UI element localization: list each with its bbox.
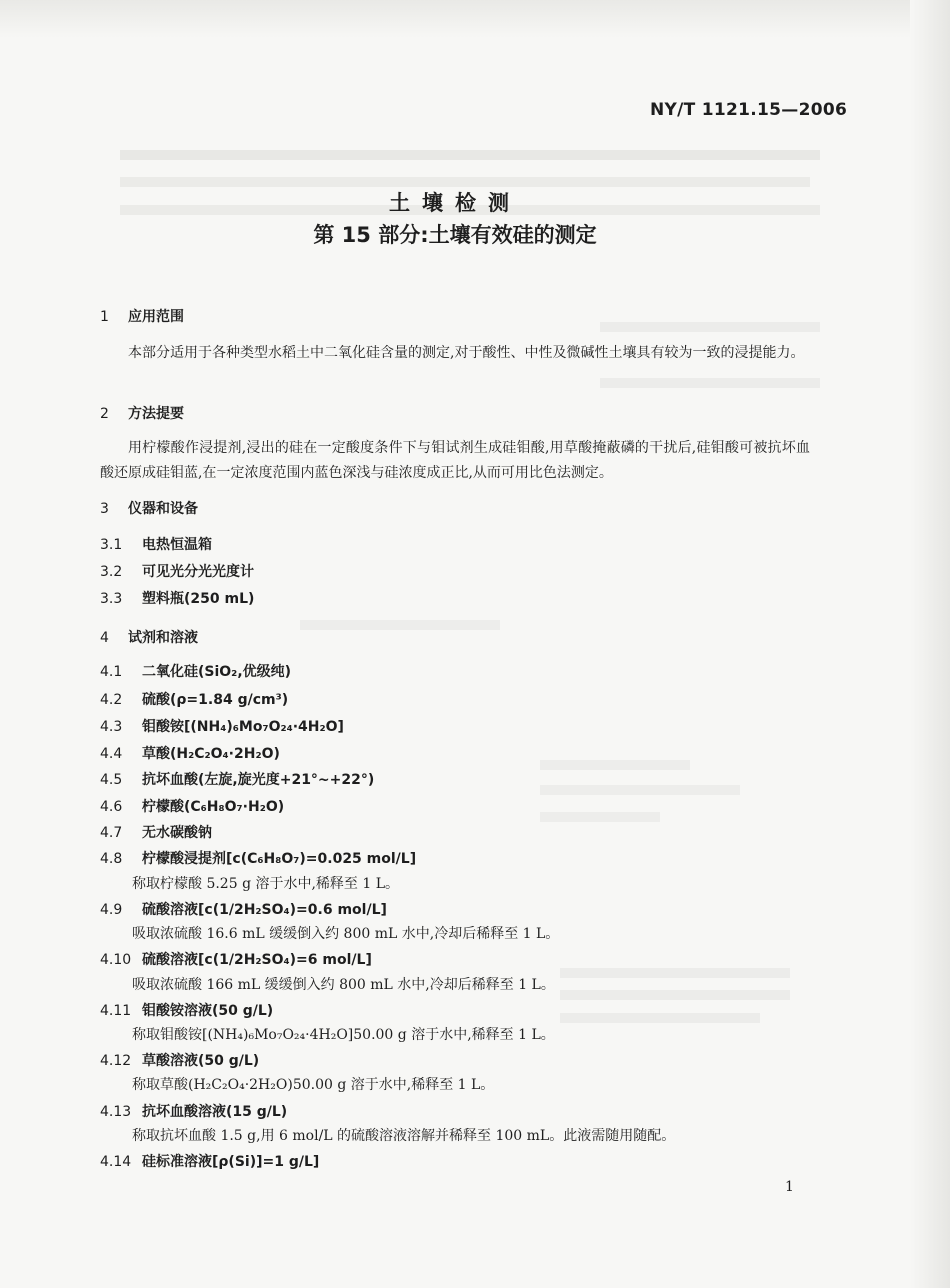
item-description: 称取柠檬酸 5.25 g 溶于水中,稀释至 1 L。	[132, 876, 400, 892]
list-item: 4.10 硫酸溶液[c(1/2H₂SO₄)=6 mol/L]	[100, 952, 372, 968]
list-item: 3.3 塑料瓶(250 mL)	[100, 591, 255, 607]
list-item: 4.9 硫酸溶液[c(1/2H₂SO₄)=0.6 mol/L]	[100, 902, 387, 918]
list-item: 4.5 抗坏血酸(左旋,旋光度+21°~+22°)	[100, 772, 375, 788]
section-paragraph: 本部分适用于各种类型水稻土中二氧化硅含量的测定,对于酸性、中性及微碱性土壤具有较为一致的浸提能力。	[128, 345, 805, 361]
list-item: 4.14 硅标准溶液[ρ(Si)]=1 g/L]	[100, 1154, 320, 1170]
item-description: 称取抗坏血酸 1.5 g,用 6 mol/L 的硫酸溶液溶解并稀释至 100 mL。此液需随用随配。	[132, 1128, 676, 1144]
list-item: 4.4 草酸(H₂C₂O₄·2H₂O)	[100, 746, 280, 762]
document-subtitle: 第 15 部分:土壤有效硅的测定	[313, 223, 597, 247]
list-item: 4.6 柠檬酸(C₆H₈O₇·H₂O)	[100, 799, 285, 815]
standard-number: NY/T 1121.15—2006	[650, 100, 848, 120]
list-item: 4.11 钼酸铵溶液(50 g/L)	[100, 1003, 274, 1019]
section-heading: 2 方法提要	[100, 406, 184, 422]
list-item: 4.12 草酸溶液(50 g/L)	[100, 1053, 260, 1069]
page-number: 1	[785, 1179, 794, 1195]
list-item: 4.8 柠檬酸浸提剂[c(C₆H₈O₇)=0.025 mol/L]	[100, 851, 417, 867]
section-paragraph: 用柠檬酸作浸提剂,浸出的硅在一定酸度条件下与钼试剂生成硅钼酸,用草酸掩蔽磷的干扰后,硅钼酸可被抗坏血酸还原成硅钼蓝,在一定浓度范围内蓝色深浅与硅浓度成正比,从而可用比色法测定。	[100, 440, 810, 481]
section-heading: 1 应用范围	[100, 309, 184, 325]
scan-shadow-right	[910, 0, 950, 1288]
item-description: 吸取浓硫酸 16.6 mL 缓缓倒入约 800 mL 水中,冷却后稀释至 1 L。	[132, 926, 560, 942]
list-item: 4.2 硫酸(ρ=1.84 g/cm³)	[100, 692, 289, 708]
item-description: 称取草酸(H₂C₂O₄·2H₂O)50.00 g 溶于水中,稀释至 1 L。	[132, 1077, 495, 1093]
list-item: 4.13 抗坏血酸溶液(15 g/L)	[100, 1104, 288, 1120]
list-item: 4.3 钼酸铵[(NH₄)₆Mo₇O₂₄·4H₂O]	[100, 719, 344, 735]
list-item: 3.2 可见光分光光度计	[100, 564, 254, 580]
document-title: 土壤检测	[389, 191, 521, 215]
list-item: 3.1 电热恒温箱	[100, 537, 212, 553]
scan-shadow-top	[0, 0, 950, 38]
section-heading: 4 试剂和溶液	[100, 630, 198, 646]
item-description: 吸取浓硫酸 166 mL 缓缓倒入约 800 mL 水中,冷却后稀释至 1 L。	[132, 977, 555, 993]
list-item: 4.1 二氧化硅(SiO₂,优级纯)	[100, 664, 292, 680]
item-description: 称取钼酸铵[(NH₄)₆Mo₇O₂₄·4H₂O]50.00 g 溶于水中,稀释至 1 L。	[132, 1027, 555, 1043]
list-item: 4.7 无水碳酸钠	[100, 825, 212, 841]
section-heading: 3 仪器和设备	[100, 501, 198, 517]
